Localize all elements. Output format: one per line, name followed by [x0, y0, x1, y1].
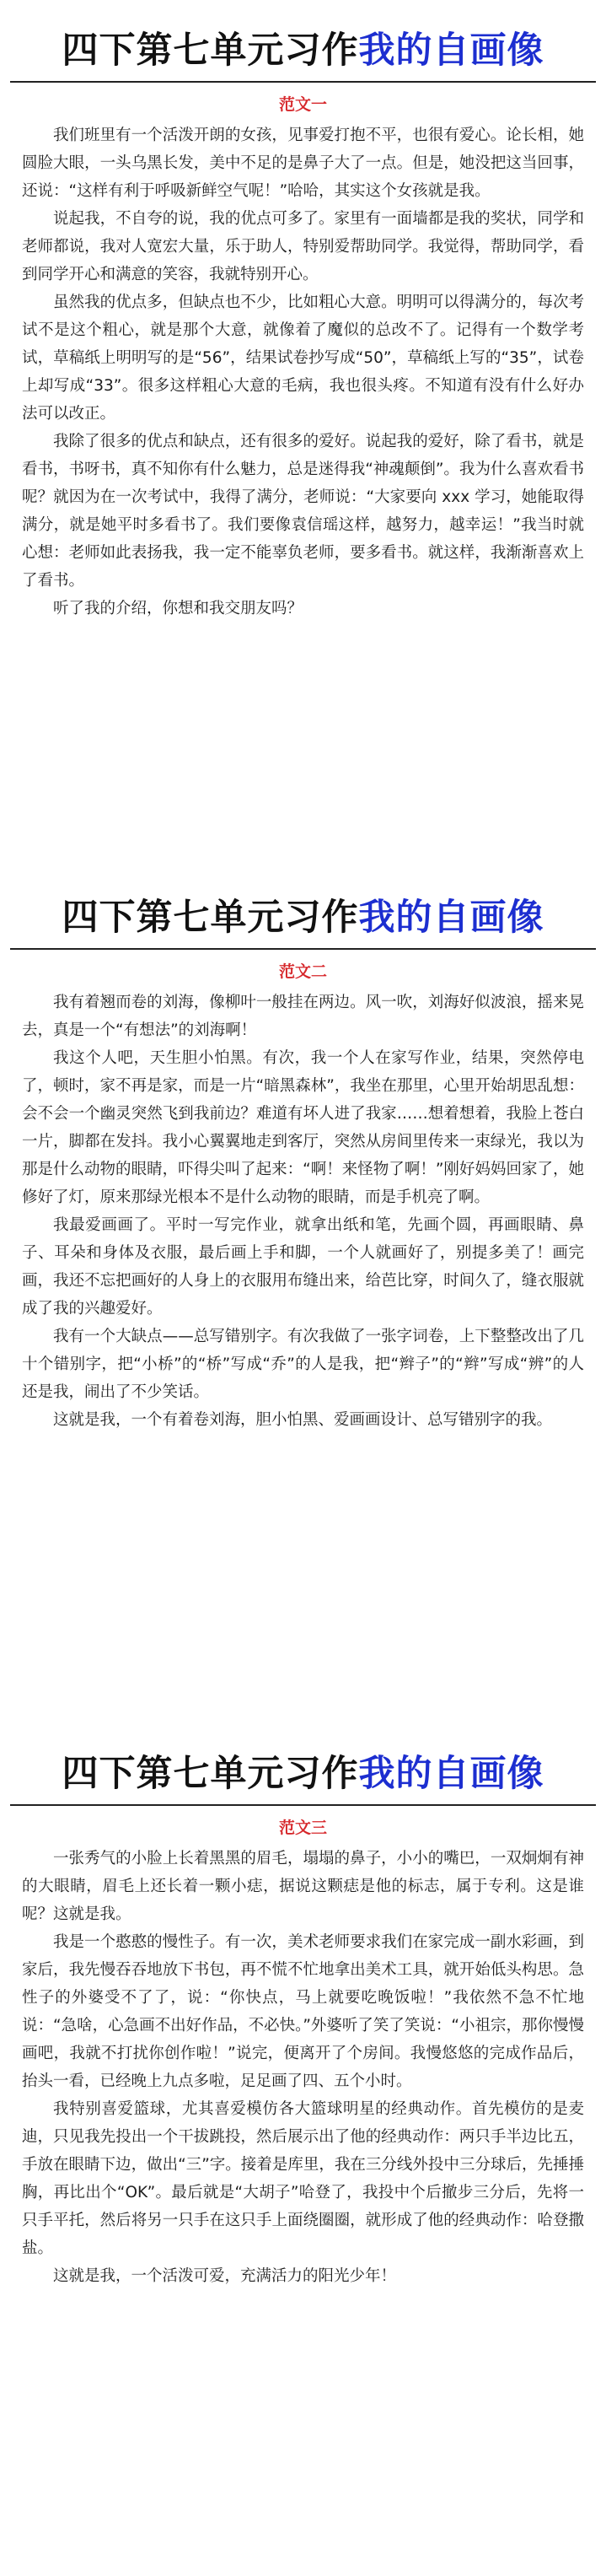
essay-paragraph: 我有一个大缺点——总写错别字。有次我做了一张字词卷，上下整整改出了几十个错别字，把“小桥”的“桥”写成“乔”的人是我，把“辫子”的“辫”写成“辨”的人还是我，闹出了不少笑话。 — [22, 1328, 584, 1401]
essay-paragraph: 一张秀气的小脸上长着黑黑的眉毛，塌塌的鼻子，小小的嘴巴，一双炯炯有神的大眼睛，眉毛上还长着一颗小痣，据说这颗痣是他的标志，属于专利。这是谁呢？这就是我。 — [22, 1850, 584, 1923]
essay-paragraph: 说起我，不自夸的说，我的优点可多了。家里有一面墙都是我的奖状，同学和老师都说，我对人宽宏大量，乐于助人，特别爱帮助同学。我觉得，帮助同学，看到同学开心和满意的笑容，我就特别开心。 — [22, 210, 584, 283]
essay-paragraph: 我最爱画画了。平时一写完作业，就拿出纸和笔，先画个圆，再画眼睛、鼻子、耳朵和身体及衣服，最后画上手和脚，一个人就画好了，别提多美了！画完画，我还不忘把画好的人身上的衣服用布缝出来，给芭比穿，时间久了，缝衣服就成了我的兴趣爱好。 — [22, 1216, 584, 1318]
essay-paragraph: 这就是我，一个有着卷刘海，胆小怕黑、爱画画设计、总写错别字的我。 — [53, 1411, 553, 1429]
title-underline — [10, 1804, 596, 1806]
essay-subtitle: 范文二 — [278, 962, 327, 981]
essay-paragraph: 我有着翘而卷的刘海，像柳叶一般挂在两边。风一吹，刘海好似波浪，摇来晃去，真是一个“有想法”的刘海啊！ — [22, 994, 584, 1039]
essay-section-2 — [0, 892, 606, 1434]
essay-paragraph: 我们班里有一个活泼开朗的女孩，见事爱打抱不平，也很有爱心。论长相，她圆脸大眼，一头乌黑长发，美中不足的是鼻子大了一点。但是，她没把这当回事，还说：“这样有利于呼吸新鲜空气呢！”哈哈，其实这个女孩就是我。 — [22, 127, 584, 200]
essay-section-3 — [0, 1749, 606, 2290]
title-highlight: 我的自画像 — [358, 1753, 544, 1795]
title-main: 四下第七单元习作 — [62, 30, 359, 72]
essay-title — [0, 892, 606, 943]
title-main: 四下第七单元习作 — [62, 897, 359, 939]
essay-paragraph: 听了我的介绍，你想和我交朋友吗？ — [53, 600, 303, 617]
title-main: 四下第七单元习作 — [62, 1753, 359, 1795]
essay-paragraph: 我特别喜爱篮球，尤其喜爱模仿各大篮球明星的经典动作。首先模仿的是麦迪，只见我先投出一个干拔跳投，然后展示出了他的经典动作：两只手半边比五，手放在眼睛下边，做出“三”字。接着是库里，我在三分线外投中三分球后，先捶捶胸，再比出个“OK”。最后就是“大胡子”哈登了，我投中个后撤步三分后，先将一只手平托，然后将另一只手在这只手上面绕圈圈，就形成了他的经典动作：哈登撒盐。 — [22, 2100, 584, 2257]
essay-paragraph: 这就是我，一个活泼可爱，充满活力的阳光少年！ — [53, 2267, 397, 2285]
essay-paragraph: 我是一个憨憨的慢性子。有一次，美术老师要求我们在家完成一副水彩画，到家后，我先慢吞吞地放下书包，再不慌不忙地拿出美术工具，就开始低头构思。急性子的外婆受不了了，说：“你快点，马上就要吃晚饭啦！”我依然不急不忙地说：“急啥，心急画不出好作品，不必快。”外婆听了笑了笑说：“小祖宗，那你慢慢画吧，我就不打扰你创作啦！”说完，便离开了个房间。我慢悠悠的完成作品后，抬头一看，已经晚上九点多啦，足足画了四、五个小时。 — [22, 1933, 585, 2090]
essay-subtitle: 范文三 — [278, 1819, 327, 1837]
title-highlight: 我的自画像 — [358, 30, 544, 72]
title-highlight: 我的自画像 — [358, 897, 544, 939]
essay-paragraph: 我这个人吧，天生胆小怕黑。有次，我一个人在家写作业，结果，突然停电了，顿时，家不再是家，而是一片“暗黑森林”，我坐在那里，心里开始胡思乱想：会不会一个幽灵突然飞到我前边？难道有坏人进了我家……想着想着，我脸上苍白一片，脚都在发抖。我小心翼翼地走到客厅，突然从房间里传来一束绿光，我以为那是什么动物的眼睛，吓得尖叫了起来：“啊！来怪物了啊！”刚好妈妈回家了，她修好了灯，原来那绿光根本不是什么动物的眼睛，而是手机亮了啊。 — [22, 1049, 584, 1206]
essay-title — [0, 1749, 606, 1799]
title-underline — [10, 948, 596, 950]
essay-subtitle: 范文一 — [278, 95, 327, 114]
essay-paragraph: 虽然我的优点多，但缺点也不少，比如粗心大意。明明可以得满分的，每次考试不是这个粗心，就是那个大意，就像着了魔似的总改不了。记得有一个数学考试，草稿纸上明明写的是“56”，结果试卷抄写成“50”，草稿纸上写的“35”，试卷上却写成“33”。很多这样粗心大意的毛病，我也很头疼。不知道有没有什么好办法可以改正。 — [22, 294, 584, 423]
essay-section-1 — [0, 25, 606, 622]
essay-title — [0, 25, 606, 76]
title-underline — [10, 81, 596, 83]
essay-paragraph: 我除了很多的优点和缺点，还有很多的爱好。说起我的爱好，除了看书，就是看书，书呀书，真不知你有什么魅力，总是迷得我“神魂颠倒”。我为什么喜欢看书呢？就因为在一次考试中，我得了满分，老师说：“大家要向 xxx 学习，她能取得满分，就是她平时多看书了。我们要像袁信瑶这样，越努力，越幸运！”我当时就心想：老师如此表扬我，我一定不能辜负老师，要多看书。就这样，我渐渐喜欢上了看书。 — [22, 433, 584, 590]
